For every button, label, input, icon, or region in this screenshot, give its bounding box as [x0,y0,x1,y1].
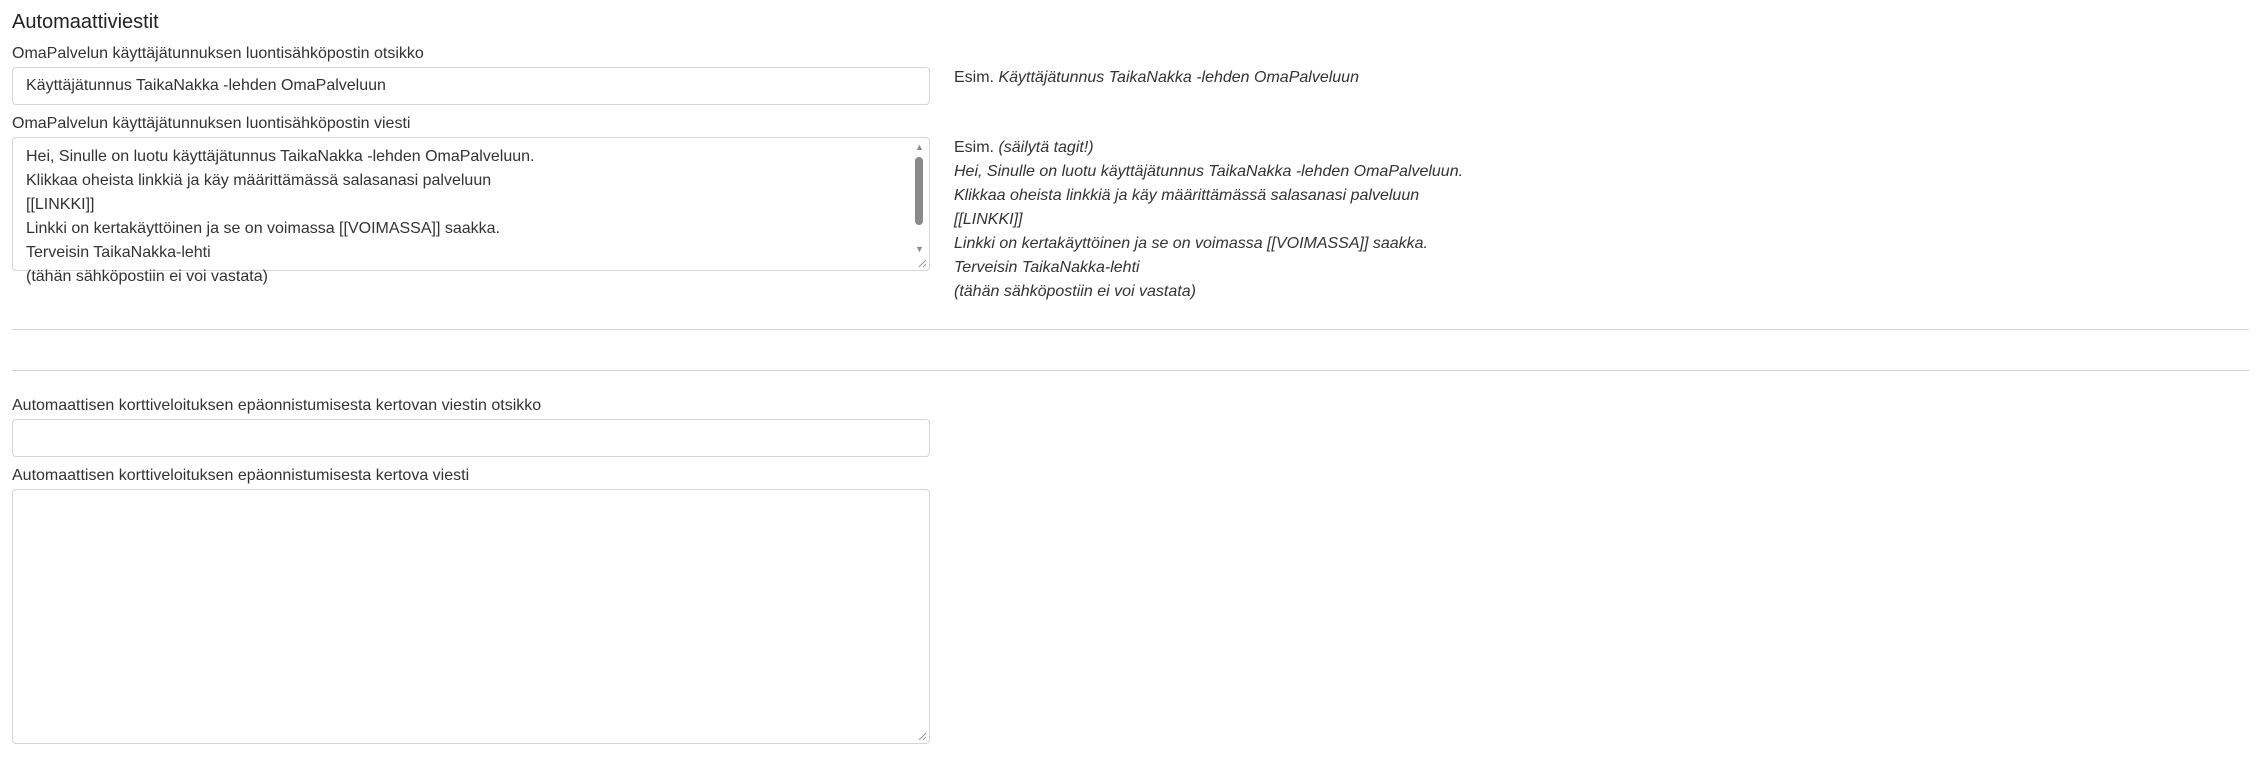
welcome-message-label: OmaPalvelun käyttäjätunnuksen luontisähköpostin viesti [12,115,411,132]
triangle-down-icon[interactable]: ▼ [915,244,924,254]
hint-example-line: [[LINKKI]] [954,211,1023,228]
card-failure-subject-input[interactable] [12,419,930,457]
triangle-up-icon[interactable]: ▲ [915,142,924,152]
hint-example-line: Terveisin TaikaNakka-lehti [954,259,1140,276]
card-failure-message-label: Automaattisen korttiveloituksen epäonnistumisesta kertova viesti [12,467,470,484]
textarea-scrollbar[interactable] [911,139,928,256]
section-title: Automaattiviestit [12,11,159,33]
resize-grip-icon[interactable] [917,258,927,268]
hint-example-line: Klikkaa oheista linkkiä ja käy määrittämässä salasanasi palveluun [954,187,1420,204]
hint-example-line: (tähän sähköpostiin ei voi vastata) [954,283,1196,300]
hint-prefix: Esim. [954,139,994,156]
textarea-line: Terveisin TaikaNakka-lehti [26,244,211,261]
textarea-content [13,138,929,289]
welcome-message-textarea[interactable] [12,137,930,285]
textarea-line: Klikkaa oheista linkkiä ja käy määrittämässä salasanasi palveluun [26,172,492,189]
welcome-subject-input[interactable]: Käyttäjätunnus TaikaNakka -lehden OmaPalveluun [12,67,930,105]
hint-example-line: Linkki on kertakäyttöinen ja se on voimassa [[VOIMASSA]] saakka. [954,235,1428,252]
textarea-line: Linkki on kertakäyttöinen ja se on voimassa [[VOIMASSA]] saakka. [26,220,500,237]
scrollbar-thumb[interactable] [915,157,923,225]
hint-prefix: Esim. [954,69,994,86]
textarea-line: [[LINKKI]] [26,196,95,213]
welcome-subject-hint [954,66,1359,90]
hint-example: Käyttäjätunnus TaikaNakka -lehden OmaPalveluun [998,69,1359,86]
textarea-content [13,490,929,497]
hint-example-line: Hei, Sinulle on luotu käyttäjätunnus TaikaNakka -lehden OmaPalveluun. [954,163,1464,180]
divider [12,329,2249,330]
welcome-subject-label: OmaPalvelun käyttäjätunnuksen luontisähköpostin otsikko [12,45,424,62]
divider [12,370,2249,371]
textarea-line: Hei, Sinulle on luotu käyttäjätunnus TaikaNakka -lehden OmaPalveluun. [26,148,535,165]
resize-grip-icon[interactable] [917,731,927,741]
hint-note: (säilytä tagit!) [998,139,1094,156]
card-failure-message-textarea[interactable] [12,489,930,744]
card-failure-subject-label: Automaattisen korttiveloituksen epäonnistumisesta kertovan viestin otsikko [12,397,542,414]
welcome-message-hint [954,136,1094,160]
textarea-line: (tähän sähköpostiin ei voi vastata) [26,268,268,285]
